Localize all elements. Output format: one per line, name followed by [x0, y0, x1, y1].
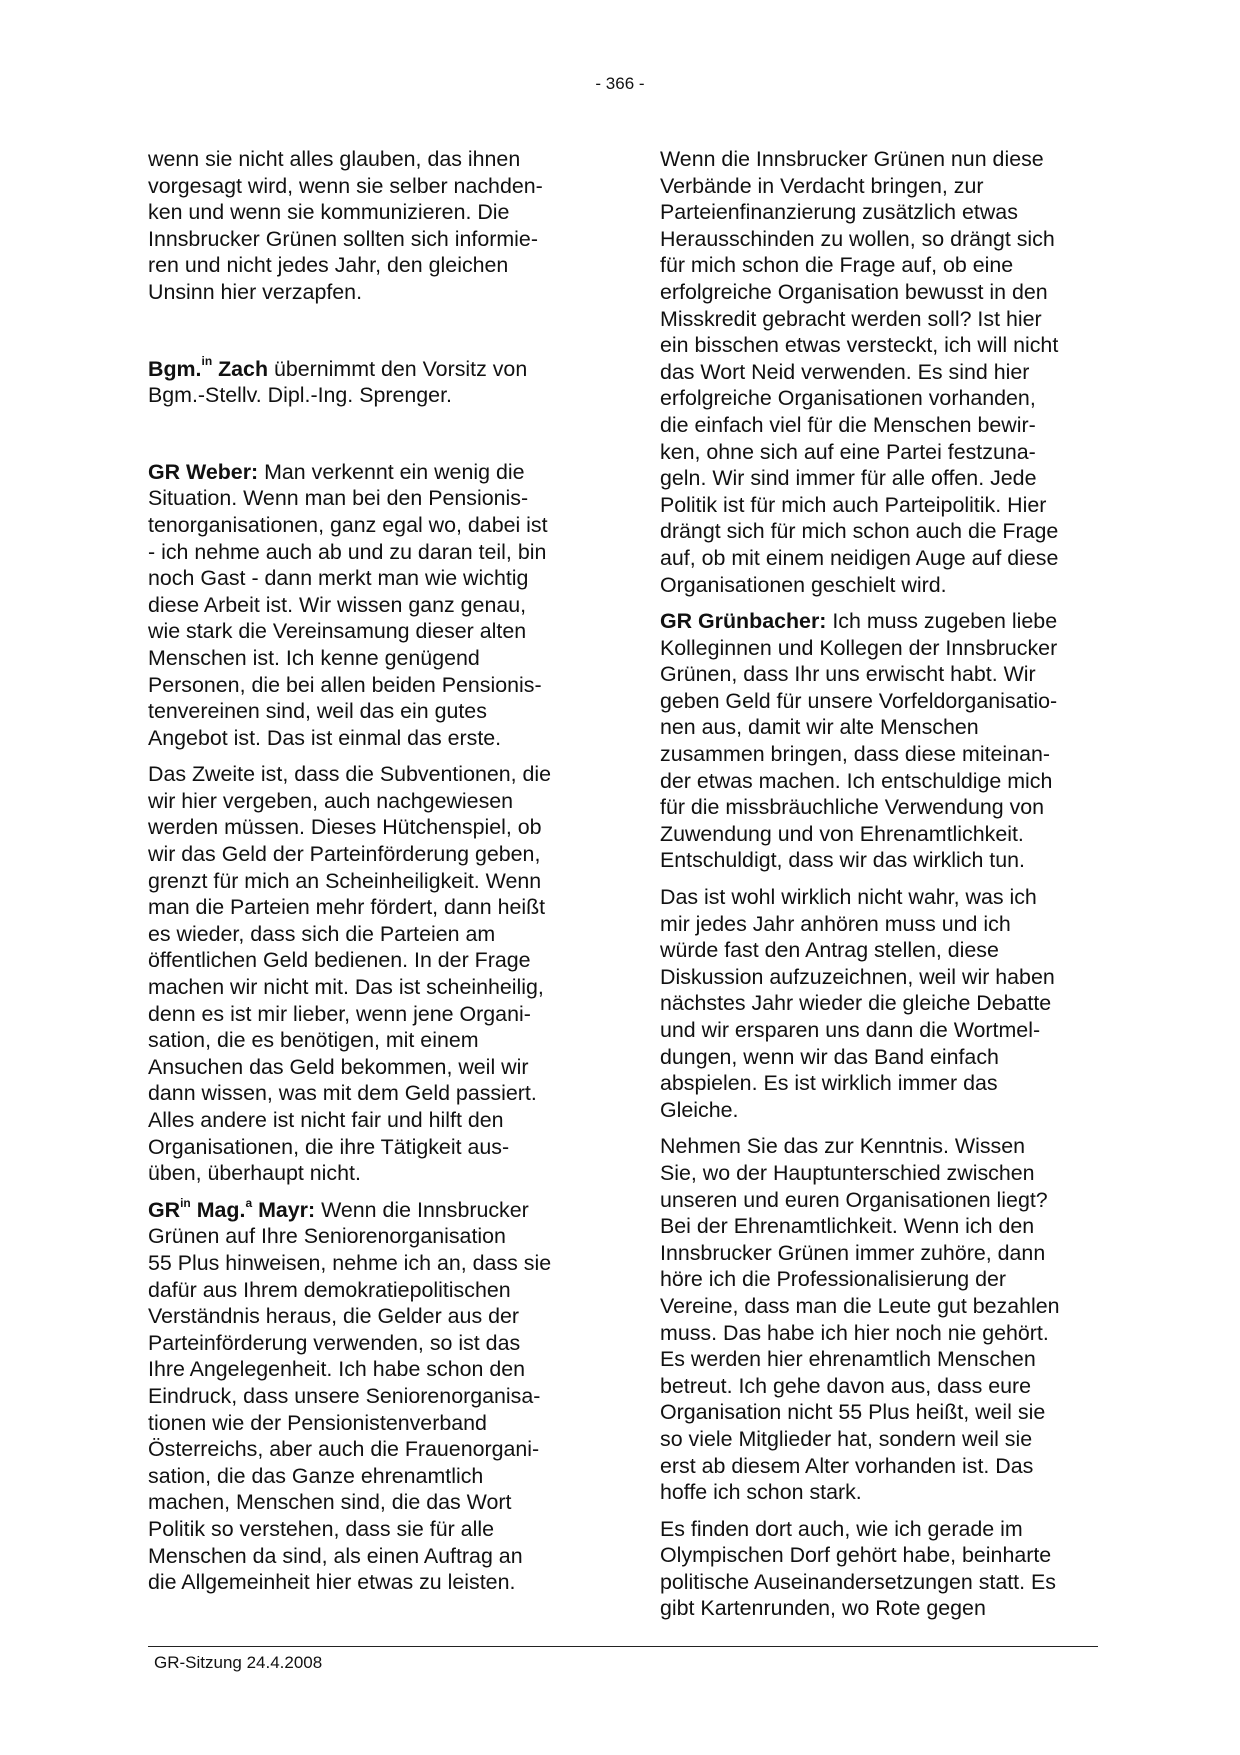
left-column — [148, 146, 590, 1606]
speaker-name: GR Grünbacher: — [660, 609, 827, 634]
paragraph-speech-weber: GR Weber: Man verkennt ein wenig die Situation. Wenn man bei den Pensionis- tenorganisationen, ganz egal wo, dabei ist - ich nehme auch ab und zu daran teil, bin noch Gast - dann merkt man wie wichtig diese Arbeit ist. Wir wissen ganz genau, wie stark die Vereinsamung dieser alten Menschen ist. Ich kenne genügend Personen, die bei allen beiden Pensionis- tenvereinen sind, weil das ein gutes Angebot ist. Das ist einmal das erste. — [148, 459, 548, 750]
paragraph-continuation: wenn sie nicht alles glauben, das ihnen vorgesagt wird, wenn sie selber nachden- ken und wenn sie kommunizieren. Die Innsbrucker Grünen sollten sich informie- ren und nicht jedes Jahr, den gleichen Unsinn hier verzapfen. — [148, 147, 543, 304]
paragraph-text: Es finden dort auch, wie ich gerade im Olympischen Dorf gehört habe, beinharte politische Auseinandersetzungen statt. Es gibt Kartenrunden, wo Rote gegen — [660, 1516, 1056, 1621]
speaker-name: $GR^{in}$ Mag.$^a$ Mayr: — [148, 1195, 316, 1222]
speaker-name: GR Weber: — [148, 459, 259, 484]
paragraph-text: Das Zweite ist, dass die Subventionen, die wir hier vergeben, auch nachgewiesen werden müssen. Dieses Hütchenspiel, ob wir das Geld der Parteinförderung geben, grenzt für mich an Scheinheiligkeit. Wenn man die Parteien mehr fördert, dann heißt es wieder, dass sich die Parteien am öffentlichen Geld bedienen. In der Frage machen wir nicht mit. Das ist scheinheilig, denn es ist mir lieber, wenn jene Organi- sation, die es benötigen, mit einem Ansuchen das Geld bekommen, weil wir dann wissen, was mit dem Geld passiert. Alles andere ist nicht fair und hilft den Organisationen, die ihre Tätigkeit aus- üben, überhaupt nicht. — [148, 762, 552, 1186]
paragraph-chair-change: Bgm.$^{in}$ Zach übernimmt den Vorsitz von Bgm.-Stellv. Dipl.-Ing. Sprenger. — [148, 354, 528, 408]
page-number: - 366 - — [595, 74, 645, 93]
speaker-name: Bgm.$^{in}$ Zach — [148, 354, 269, 381]
footer-session-date: GR-Sitzung 24.4.2008 — [154, 1653, 323, 1672]
paragraph-text: Wenn die Innsbrucker Grünen nun diese Verbände in Verdacht bringen, zur Parteienfinanzierung zusätzlich etwas Herausschinden zu wollen, so drängt sich für mich schon die Frage auf, ob eine erfolgreiche Organisation bewusst in den Misskredit gebracht werden soll? Ist hier ein bisschen etwas versteckt, ich will nicht das Wort Neid verwenden. Es sind hier erfolgreiche Organisationen vorhanden, die einfach viel für die Menschen bewir- ken, ohne sich auf eine Partei festzuna- geln. Wir sind immer für alle offen. Jede Politik ist für mich auch Parteipolitik. Hier drängt sich für mich schon auch die Frage auf, ob mit einem neidigen Auge auf diese Organisationen geschielt wird. — [660, 147, 1059, 597]
right-column — [660, 146, 1100, 1632]
paragraph-speech-mayr: $GR^{in}$ Mag.$^a$ Mayr: Wenn die Innsbrucker Grünen auf Ihre Seniorenorganisation 55 Plus hinweisen, nehme ich an, dass sie dafür aus Ihrem demokratiepolitischen Verständnis heraus, die Gelder aus der Parteinförderung verwenden, so ist das Ihre Angelegenheit. Ich habe schon den Eindruck, dass unsere Seniorenorganisa- tionen wie der Pensionistenverband Österreichs, aber auch die Frauenorgani- sation, die das Ganze ehrenamtlich machen, Menschen sind, die das Wort Politik so verstehen, dass sie für alle Menschen da sind, als einen Auftrag an die Allgemeinheit hier etwas zu leisten. — [148, 1195, 552, 1595]
paragraph-speech-gruenbacher: GR Grünbacher: Ich muss zugeben liebe Kolleginnen und Kollegen der Innsbrucker Grünen, dass Ihr uns erwischt habt. Wir geben Geld für unsere Vorfeldorganisatio- nen aus, damit wir alte Menschen zusammen bringen, dass diese miteinan- der etwas machen. Ich entschuldige mich für die missbräuchliche Verwendung von Zuwendung und von Ehrenamtlichkeit. Entschuldigt, dass wir das wirklich tun. — [660, 609, 1058, 873]
paragraph-text: Das ist wohl wirklich nicht wahr, was ich mir jedes Jahr anhören muss und ich würde fast den Antrag stellen, diese Diskussion aufzuzeichnen, weil wir haben nächstes Jahr wieder die gleiche Debatte und wir ersparen uns dann die Wortmel- dungen, wenn wir das Band einfach abspielen. Es ist wirklich immer das Gleiche. — [660, 885, 1055, 1122]
footer-divider — [148, 1646, 1098, 1647]
paragraph-text: Nehmen Sie das zur Kenntnis. Wissen Sie, wo der Hauptunterschied zwischen unseren und euren Organisationen liegt? Bei der Ehrenamtlichkeit. Wenn ich den Innsbrucker Grünen immer zuhöre, dann höre ich die Professionalisierung der Vereine, dass man die Leute gut bezahlen muss. Das habe ich hier noch nie gehört. Es werden hier ehrenamtlich Menschen betreut. Ich gehe davon aus, dass eure Organisation nicht 55 Plus heißt, weil sie so viele Mitglieder hat, sondern weil sie erst ab diesem Alter vorhanden ist. Das hoffe ich schon stark. — [660, 1134, 1060, 1505]
